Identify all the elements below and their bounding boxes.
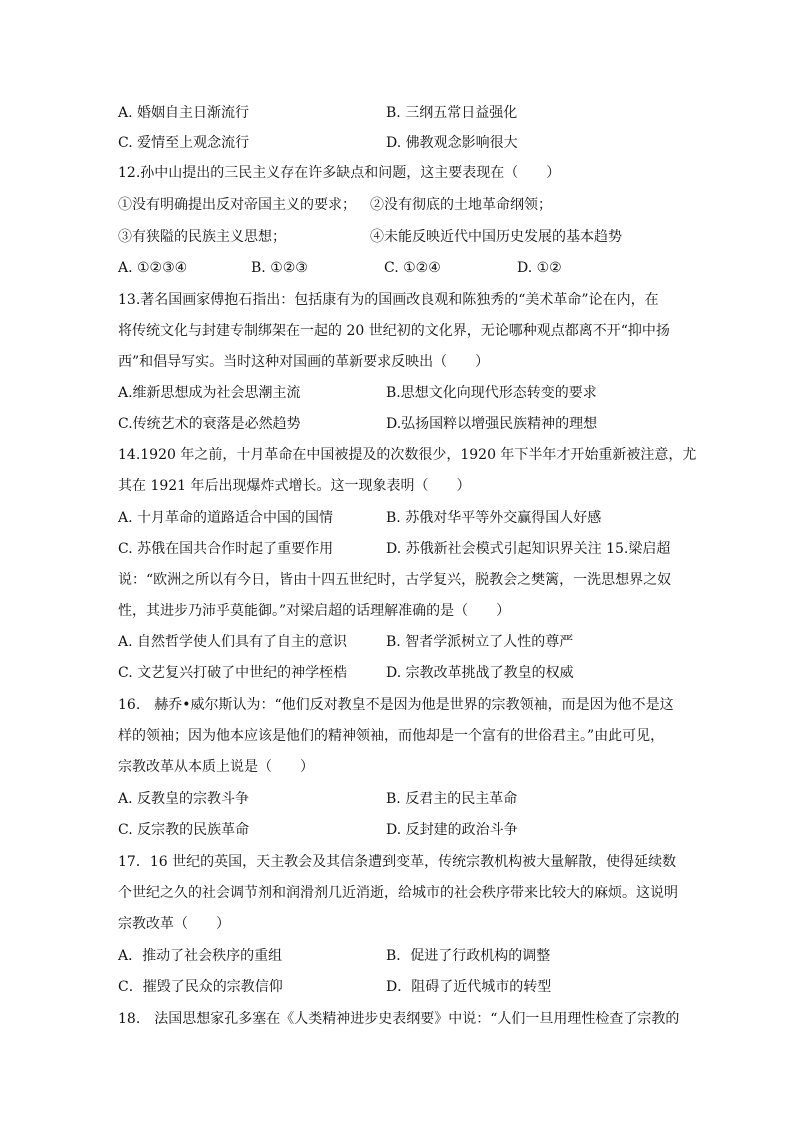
q13-options-row-1 (118, 383, 678, 403)
q14-option-c[interactable]: C. 苏俄在国共合作时起了重要作用 (118, 541, 334, 557)
q13-options-row-2 (118, 414, 678, 434)
q12-items-row-1 (118, 195, 678, 215)
q13-stem-line-1: 13.著名国画家傅抱石指出：包括康有为的国画改良观和陈独秀的“美术革命”论在内，在 (118, 292, 659, 308)
q16-options-row-1 (118, 789, 678, 809)
q11-option-b[interactable]: B. 三纲五常日益强化 (386, 105, 518, 121)
q15-stem-line-1: 说：“欧洲之所以有今日，皆由十四五世纪时，古学复兴，脱教会之樊篱，一洗思想界之奴 (118, 572, 672, 588)
q13-option-d[interactable]: D.弘扬国粹以增强民族精神的理想 (386, 416, 598, 432)
q15-option-c[interactable]: C. 文艺复兴打破了中世纪的神学桎梏 (118, 665, 348, 681)
q16-stem-line-1: 16. 赫乔•威尔斯认为：“他们反对教皇不是因为他是世界的宗教领袖，而是因为他不是这 (118, 697, 674, 713)
q14-stem-line-1: 14.1920 年之前，十月革命在中国被提及的次数很少，1920 年下半年才开始重新被注意，尤 (118, 447, 697, 463)
q11-options-row-1 (118, 103, 678, 123)
q12-option-d[interactable]: D. ①② (517, 260, 562, 276)
q12-option-a[interactable]: A. ①②③④ (118, 260, 188, 276)
q14-option-d[interactable]: D. 苏俄新社会模式引起知识界关注 15.梁启超 (386, 541, 671, 557)
q17-option-c[interactable]: C．摧毁了民众的宗教信仰 (118, 979, 283, 995)
q11-options-row-2 (118, 133, 678, 153)
q17-stem-line-3: 宗教改革（ ） (118, 916, 230, 932)
q14-options-row-1 (118, 508, 678, 528)
q12-options-row (118, 258, 678, 278)
q11-option-d[interactable]: D. 佛教观念影响很大 (386, 135, 518, 151)
q12-item-2: ②没有彻底的土地革命纲领； (370, 197, 552, 213)
q13-stem-line-2: 将传统文化与封建专制绑架在一起的 20 世纪初的文化界，无论哪种观点都离不开“抑中扬 (118, 323, 670, 339)
q12-item-4: ④未能反映近代中国历史发展的基本趋势 (370, 229, 622, 245)
q12-item-3: ③有狭隘的民族主义思想； (118, 229, 286, 245)
q12-stem: 12.孙中山提出的三民主义存在许多缺点和问题，这主要表现在（ ） (118, 165, 561, 181)
q13-option-c[interactable]: C.传统艺术的衰落是必然趋势 (118, 416, 301, 432)
q16-options-row-2 (118, 820, 678, 840)
q11-option-a[interactable]: A. 婚姻自主日渐流行 (118, 105, 250, 121)
q16-option-c[interactable]: C. 反宗教的民族革命 (118, 822, 250, 838)
q16-option-a[interactable]: A. 反教皇的宗教斗争 (118, 791, 250, 807)
q15-options-row-1 (118, 632, 678, 652)
q15-stem-line-2: 性，其进步乃沛乎莫能御。”对梁启超的话理解准确的是（ ） (118, 603, 511, 619)
q16-option-b[interactable]: B. 反君主的民主革命 (386, 791, 518, 807)
q14-option-a[interactable]: A. 十月革命的道路适合中国的国情 (118, 510, 334, 526)
q15-option-b[interactable]: B. 智者学派树立了人性的尊严 (386, 634, 574, 650)
q12-option-c[interactable]: C. ①②④ (384, 260, 441, 276)
q13-option-a[interactable]: A.维新思想成为社会思潮主流 (118, 385, 301, 401)
q11-option-c[interactable]: C. 爱情至上观念流行 (118, 135, 250, 151)
q13-stem-line-3: 西”和倡导写实。当时这种对国画的革新要求反映出（ ） (118, 354, 490, 370)
q17-options-row-2 (118, 977, 678, 997)
q16-stem-line-3: 宗教改革从本质上说是（ ） (118, 759, 314, 775)
q17-stem-line-1: 17．16 世纪的英国，天主教会及其信条遭到变革，传统宗教机构被大量解散，使得延续数 (118, 854, 677, 870)
q12-option-b[interactable]: B. ①②③ (251, 260, 308, 276)
q14-options-row-2 (118, 539, 678, 559)
q16-stem-line-2: 样的领袖；因为他本应该是他们的精神领袖，而他却是一个富有的世俗君主。”由此可见， (118, 728, 665, 744)
q17-option-a[interactable]: A．推动了社会秩序的重组 (118, 948, 283, 964)
q17-option-d[interactable]: D．阻碍了近代城市的转型 (386, 979, 552, 995)
q17-options-row-1 (118, 946, 678, 966)
q15-option-d[interactable]: D. 宗教改革挑战了教皇的权威 (386, 665, 574, 681)
q12-item-1: ①没有明确提出反对帝国主义的要求； (118, 197, 356, 213)
q17-option-b[interactable]: B．促进了行政机构的调整 (386, 948, 551, 964)
q12-items-row-2 (118, 227, 678, 247)
q18-stem-line-1: 18. 法国思想家孔多塞在《人类精神进步史表纲要》中说：“人们一旦用理性检查了宗教的 (118, 1011, 680, 1027)
q15-options-row-2 (118, 663, 678, 683)
q13-option-b[interactable]: B.思想文化向现代形态转变的要求 (386, 385, 597, 401)
q14-stem-line-2: 其在 1921 年后出现爆炸式增长。这一现象表明（ ） (118, 478, 471, 494)
q14-option-b[interactable]: B. 苏俄对华平等外交赢得国人好感 (386, 510, 602, 526)
q15-option-a[interactable]: A. 自然哲学使人们具有了自主的意识 (118, 634, 348, 650)
q16-option-d[interactable]: D. 反封建的政治斗争 (386, 822, 518, 838)
q17-stem-line-2: 个世纪之久的社会调节剂和润滑剂几近消逝，给城市的社会秩序带来比较大的麻烦。这说明 (118, 885, 678, 901)
